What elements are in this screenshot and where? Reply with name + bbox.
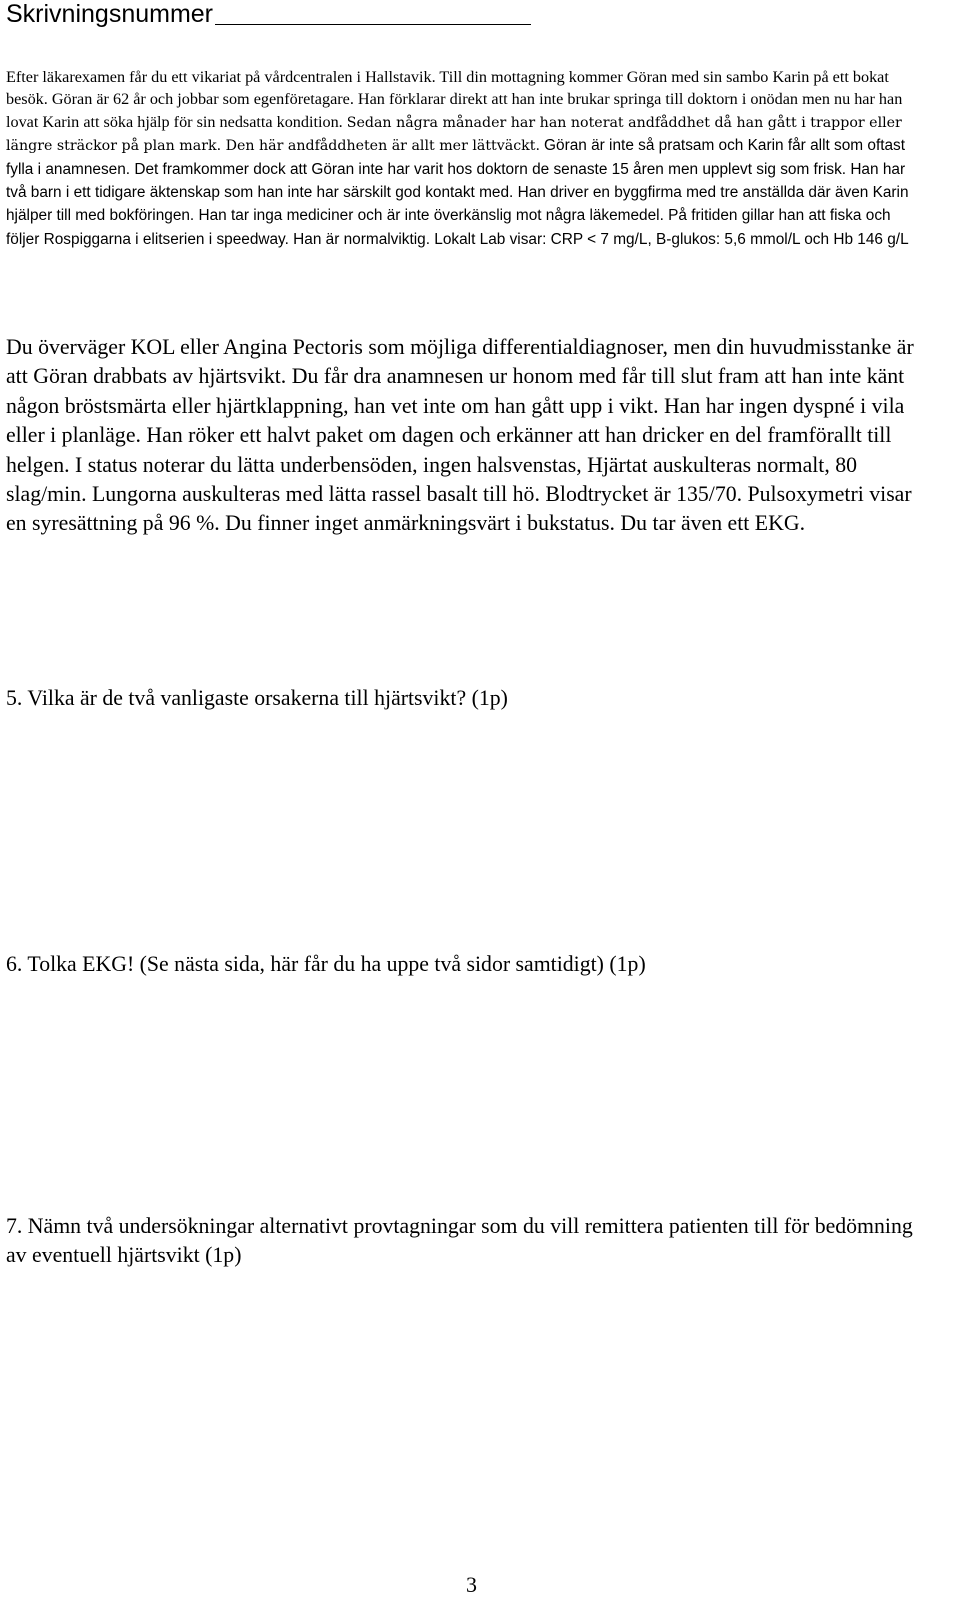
case-intro-paragraph <box>6 66 926 251</box>
exam-number-label: Skrivningsnummer <box>6 0 214 28</box>
case-continuation-paragraph: Du överväger KOL eller Angina Pectoris som möjliga differentialdiagnoser, men din huvudmisstanke är att Göran drabbats av hjärtsvikt. Du får dra anamnesen ur honom med får till slut fram att han inte känt någon bröstsmärta eller hjärtklappning, han vet inte om han gått upp i vikt. Han har ingen dyspné i vila eller i planläge. Han röker ett halvt paket om dagen och erkänner att han dricker en del framförallt till helgen. I status noterar du lätta underbensöden, ingen halsvenstas, Hjärtat auskulteras normalt, 80 slag/min. Lungorna auskulteras med lätta rassel basalt till hö. Blodtrycket är 135/70. Pulsoxymetri visar en syresättning på 96 %. Du finner inget anmärkningsvärt i bukstatus. Du tar även ett EKG. <box>6 335 914 536</box>
question-7: 7. Nämn två undersökningar alternativt provtagningar som du vill remittera patienten till för bedömning av eventuell hjärtsvikt (1p) <box>6 1214 913 1268</box>
question-6: 6. Tolka EKG! (Se nästa sida, här får du ha uppe två sidor samtidigt) (1p) <box>6 952 646 976</box>
case-intro-part-2: Sedan några månader har han noterat andfåddhet då han gått i trappor eller längre sträckor på plan mark. Den här andfåddheten är allt mer lättväckt. <box>6 114 902 155</box>
exam-number-blank-line <box>215 24 531 25</box>
page-number: 3 <box>466 1572 477 1597</box>
case-intro-part-1: Efter läkarexamen får du ett vikariat på vårdcentralen i Hallstavik. Till din mottagning kommer Göran med sin sambo Karin på ett bokat besök. Göran är 62 år och jobbar som egenföretagare. Han förklarar direkt att han inte brukar springa till doktorn i onödan men nu har han lovat Karin att söka hjälp för sin nedsatta kondition. <box>6 68 903 131</box>
question-5: 5. Vilka är de två vanligaste orsakerna till hjärtsvikt? (1p) <box>6 686 508 710</box>
exam-number-header <box>6 0 531 28</box>
case-intro-part-3: Göran är inte så pratsam och Karin får allt som oftast fylla i anamnesen. Det framkommer dock att Göran inte har varit hos doktorn de senaste 15 åren men upplevt sig som frisk. Han har två barn i ett tidigare äktenskap som han inte har särskilt god kontakt med. Han driver en byggfirma med tre anställda där även Karin hjälper till med bokföringen. Han tar inga mediciner och är inte överkänslig mot några läkemedel. På fritiden gillar han att fiska och följer Rospiggarna i elitserien i speedway. Han är normalviktig. Lokalt Lab visar: CRP < 7 mg/L, B-glukos: 5,6 mmol/L och Hb 146 g/L <box>6 137 909 248</box>
